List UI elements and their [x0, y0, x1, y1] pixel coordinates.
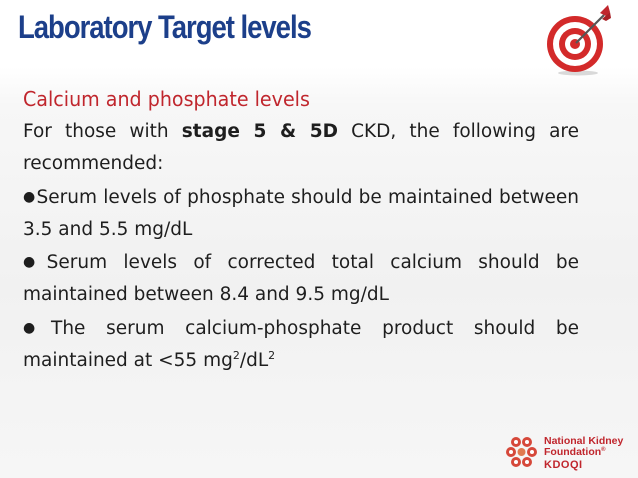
ckd-stage-bold: stage 5 & 5D — [181, 121, 339, 142]
bullet-icon: ● — [23, 254, 46, 271]
slide-subtitle: Calcium and phosphate levels — [23, 87, 310, 111]
target-dart-icon — [542, 4, 614, 76]
bullet-item: ●Serum levels of phosphate should be maintained between 3.5 and 5.5 mg/dL — [23, 186, 580, 240]
bullet-item: ●The serum calcium-phosphate product should be maintained at <55 $mg^2/dL^2$ — [23, 317, 579, 372]
logo-org-name-2: Foundation® — [544, 446, 606, 458]
logo-org-name: National Kidney — [544, 435, 624, 447]
nkf-kdoqi-logo — [503, 434, 633, 474]
slide-body — [23, 85, 579, 377]
nkf-logo-icon — [503, 434, 541, 472]
bullet-item: ●Serum levels of corrected total calcium should be maintained between 8.4 and 9.5 mg/dL — [23, 252, 579, 306]
bullet-icon: ● — [23, 319, 51, 336]
intro-paragraph: For those with stage 5 & 5D CKD, the following are recommended: — [23, 121, 579, 175]
logo-kdoqi: KDOQI — [544, 459, 583, 471]
slide-title: Laboratory Target levels — [18, 9, 311, 45]
bullet-icon: ● — [23, 188, 36, 205]
